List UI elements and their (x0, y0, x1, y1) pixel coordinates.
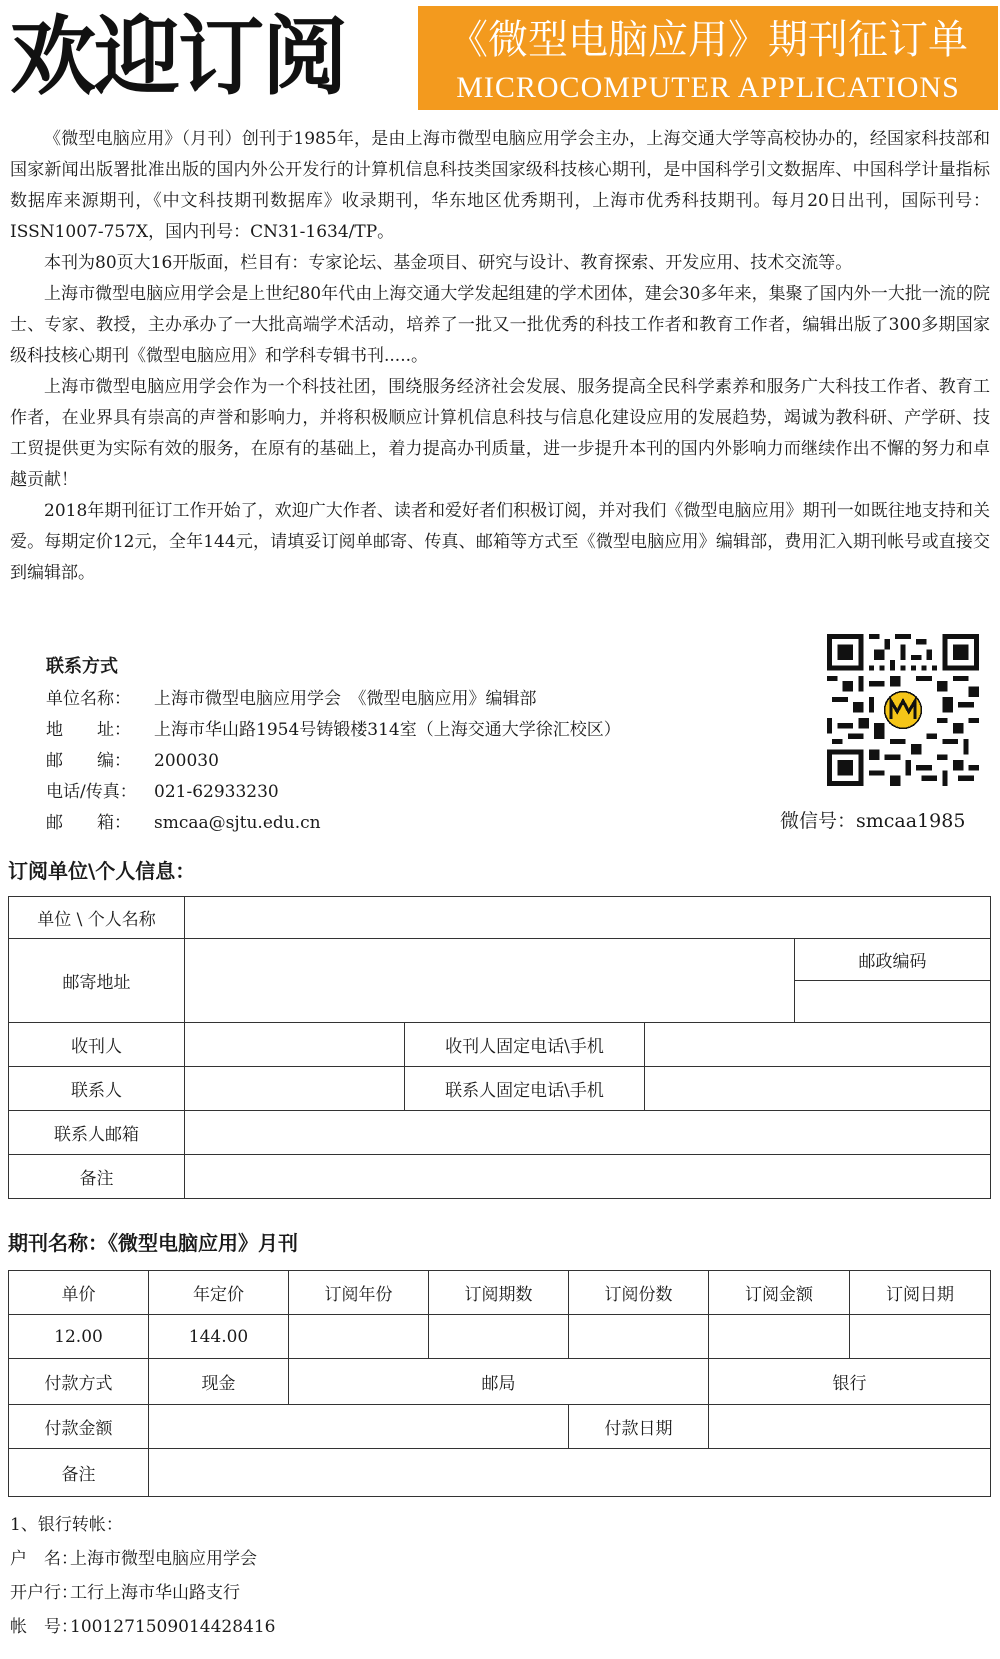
col-header-issues: 订阅期数 (429, 1271, 569, 1315)
date-input[interactable] (850, 1315, 991, 1359)
bank-value: 工行上海市华山路支行 (70, 1583, 240, 1603)
contact-value: 200030 (154, 751, 219, 771)
contact-row (46, 808, 746, 839)
unit-name-label: 单位 \ 个人名称 (9, 897, 185, 939)
order-section-title: 期刊名称：《微型电脑应用》月刊 (8, 1231, 298, 1255)
col-header-copies: 订阅份数 (569, 1271, 709, 1315)
contact-value: smcaa@sjtu.edu.cn (154, 813, 321, 833)
unit-name-input[interactable] (185, 897, 991, 939)
journal-title: 《微型电脑应用》期刊征订单 (448, 17, 968, 63)
page-header (8, 6, 992, 110)
intro-paragraph: 上海市微型电脑应用学会作为一个科技社团，围绕服务经济社会发展、服务提高全民科学素养和服务广大科技工作者、教育工作者，在业界具有崇高的声誉和影响力，并将积极顺应计算机信息科技与信息化建设应用的发展趋势，竭诚为教科研、产学研、技工贸提供更为实际有效的服务，在原有的基础上，着力提高办刊质量，进一步提升本刊的国内外影响力而继续作出不懈的努力和卓越贡献！ (10, 377, 990, 490)
issues-input[interactable] (429, 1315, 569, 1359)
title-banner (418, 6, 998, 110)
order-table (8, 1270, 991, 1497)
contact-label: 电话/传真： (46, 782, 137, 802)
order-remark-input[interactable] (149, 1449, 991, 1497)
wechat-qr-code (827, 634, 979, 786)
bank-label: 户 名： (10, 1549, 78, 1569)
subscriber-remark-input[interactable] (185, 1155, 991, 1199)
intro-paragraph: 2018年期刊征订工作开始了，欢迎广大作者、读者和爱好者们积极订阅，并对我们《微型电脑应用》期刊一如既往地支持和关爱。每期定价12元，全年144元，请填妥订阅单邮寄、传真、邮箱等方式至《微型电脑应用》编辑部，费用汇入期刊帐号或直接交到编辑部。 (10, 501, 990, 583)
bank-label: 开户行： (10, 1583, 78, 1603)
contact-label: 地 址： (46, 720, 131, 740)
col-header-amount: 订阅金额 (709, 1271, 850, 1315)
contact-row (46, 684, 746, 715)
contact-value: 上海市华山路1954号铸锻楼314室（上海交通大学徐汇校区） (154, 720, 621, 740)
contact-row (46, 777, 746, 808)
contact-row (46, 715, 746, 746)
contact-value: 021-62933230 (154, 782, 279, 802)
payment-date-label: 付款日期 (569, 1405, 709, 1449)
bank-row (10, 1542, 610, 1576)
contact-person-input[interactable] (185, 1067, 405, 1111)
bank-row (10, 1576, 610, 1610)
amount-input[interactable] (709, 1315, 850, 1359)
contact-person-label: 联系人 (9, 1067, 185, 1111)
col-header-year: 订阅年份 (289, 1271, 429, 1315)
bank-transfer-info (10, 1508, 610, 1644)
subscriber-info-table (8, 896, 991, 1199)
bank-row (10, 1610, 610, 1644)
address-label: 邮寄地址 (9, 939, 185, 1023)
contact-label: 单位名称： (46, 689, 131, 709)
contact-info (46, 652, 746, 839)
contact-label: 邮 编： (46, 751, 131, 771)
subscriber-remark-label: 备注 (9, 1155, 185, 1199)
wechat-id: 微信号：smcaa1985 (780, 810, 966, 832)
unit-price-value: 12.00 (9, 1315, 149, 1359)
contact-row (46, 746, 746, 777)
address-input[interactable] (185, 939, 795, 1023)
col-header-date: 订阅日期 (850, 1271, 991, 1315)
intro-paragraph: 《微型电脑应用》（月刊）创刊于1985年，是由上海市微型电脑应用学会主办，上海交通大学等高校协办的，经国家科技部和国家新闻出版署批准出版的国内外公开发行的计算机信息科技类国家级科技核心期刊，是中国科学引文数据库、中国科学计量指标数据库来源期刊，《中文科技期刊数据库》收录期刊，华东地区优秀期刊，上海市优秀科技期刊。每月20日出刊，国际刊号：ISSN1007-757X，国内刊号：CN31-1634/TP。 (10, 129, 990, 242)
receiver-phone-input[interactable] (645, 1023, 991, 1067)
bank-title: 1、银行转帐： (10, 1515, 123, 1535)
contact-phone-input[interactable] (645, 1067, 991, 1111)
contact-phone-label: 联系人固定电话\手机 (405, 1067, 645, 1111)
intro-text (10, 124, 990, 589)
subscriber-section-title: 订阅单位\个人信息： (8, 859, 196, 883)
contact-label: 邮 箱： (46, 813, 131, 833)
receiver-label: 收刊人 (9, 1023, 185, 1067)
annual-price-value: 144.00 (149, 1315, 289, 1359)
payment-amount-input[interactable] (149, 1405, 569, 1449)
col-header-unit-price: 单价 (9, 1271, 149, 1315)
journal-english-title: MICROCOMPUTER APPLICATIONS (456, 71, 960, 104)
pay-bank-option[interactable]: 银行 (709, 1359, 991, 1405)
payment-method-label: 付款方式 (9, 1359, 149, 1405)
pay-post-option[interactable]: 邮局 (289, 1359, 709, 1405)
welcome-heading: 欢迎订阅 (10, 7, 346, 107)
postcode-input[interactable] (795, 981, 991, 1023)
postcode-label: 邮政编码 (795, 939, 991, 981)
intro-paragraph: 上海市微型电脑应用学会是上世纪80年代由上海交通大学发起组建的学术团体，建会30多年来，集聚了国内外一大批一流的院士、专家、教授，主办承办了一大批高端学术活动，培养了一批又一批优秀的科技工作者和教育工作者，编辑出版了300多期国家级科技核心期刊《微型电脑应用》和学科专辑书刊.....。 (10, 284, 990, 366)
order-remark-label: 备注 (9, 1449, 149, 1497)
col-header-annual-price: 年定价 (149, 1271, 289, 1315)
receiver-input[interactable] (185, 1023, 405, 1067)
payment-amount-label: 付款金额 (9, 1405, 149, 1449)
contact-email-label: 联系人邮箱 (9, 1111, 185, 1155)
contact-value: 上海市微型电脑应用学会 《微型电脑应用》编辑部 (154, 689, 537, 709)
copies-input[interactable] (569, 1315, 709, 1359)
contact-title: 联系方式 (46, 656, 118, 677)
bank-label: 帐 号： (10, 1617, 78, 1637)
pay-cash-option[interactable]: 现金 (149, 1359, 289, 1405)
payment-date-input[interactable] (709, 1405, 991, 1449)
intro-paragraph: 本刊为80页大16开版面，栏目有：专家论坛、基金项目、研究与设计、教育探索、开发应用、技术交流等。 (44, 253, 853, 273)
contact-email-input[interactable] (185, 1111, 991, 1155)
bank-value: 上海市微型电脑应用学会 (70, 1549, 257, 1569)
receiver-phone-label: 收刊人固定电话\手机 (405, 1023, 645, 1067)
year-input[interactable] (289, 1315, 429, 1359)
bank-value: 1001271509014428416 (70, 1617, 276, 1637)
